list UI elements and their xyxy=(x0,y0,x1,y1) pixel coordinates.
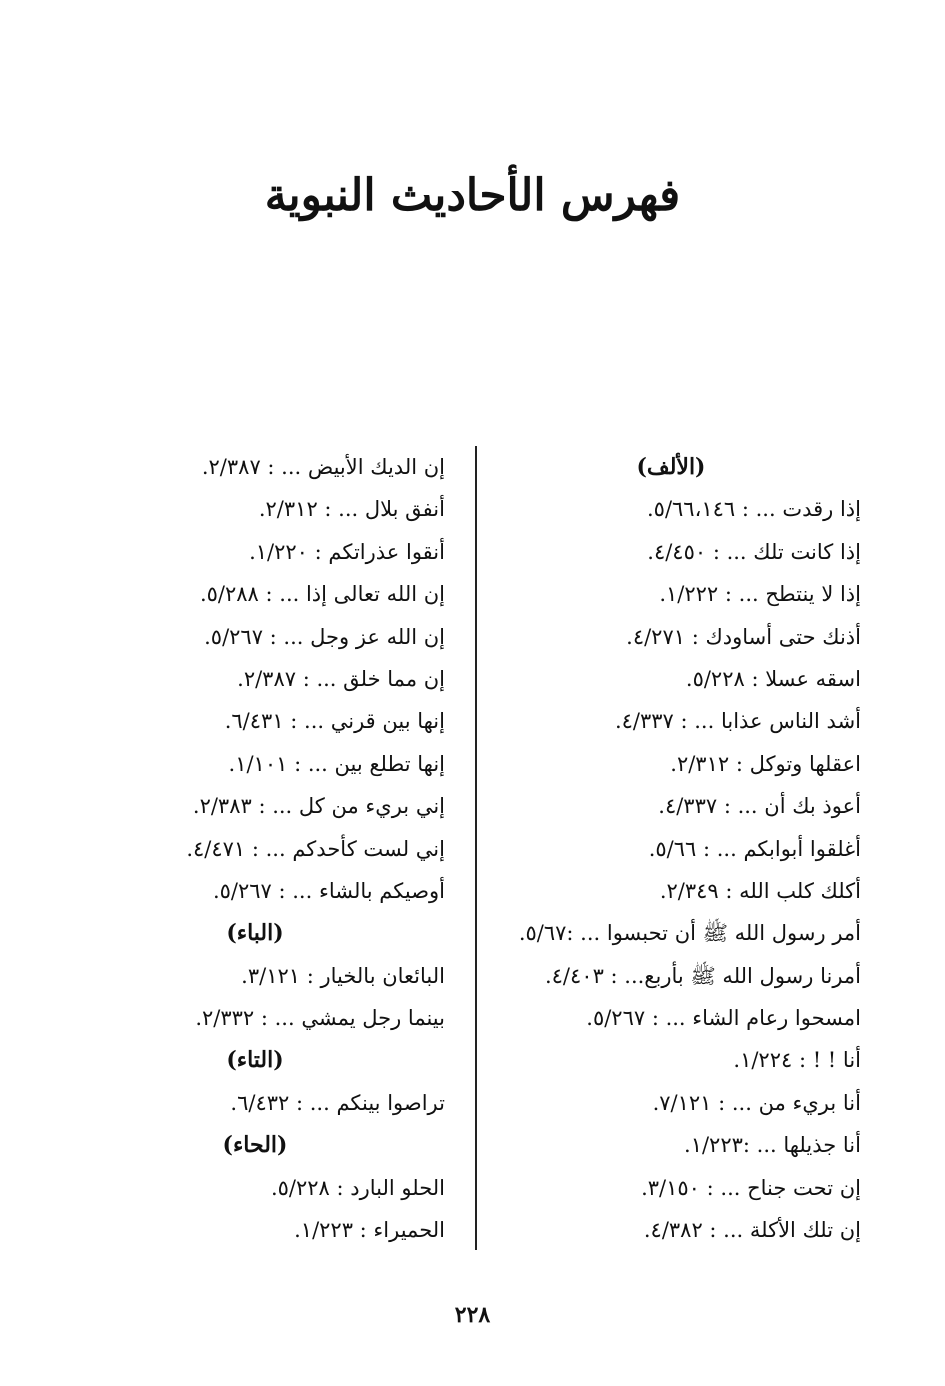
index-entry: أذنك حتى أساودك : ٤/٢٧١. xyxy=(626,624,861,649)
section-heading: (الباء) xyxy=(226,920,284,947)
index-entry: إنها بين قرني ... : ٦/٤٣١. xyxy=(224,709,445,734)
index-entry: اعقلها وتوكل : ٢/٣١٢. xyxy=(670,751,861,776)
page-number: ٢٢٨ xyxy=(454,1302,491,1328)
index-entry: إني بريء من كل ... : ٢/٣٨٣. xyxy=(192,794,445,819)
index-entry: إن مما خلق ... : ٢/٣٨٧. xyxy=(237,666,445,691)
column-divider xyxy=(475,446,477,1250)
index-entry: إن تحت جناح ... : ٣/١٥٠. xyxy=(641,1175,861,1200)
index-entry: أنقوا عذراتكم : ١/٢٢٠. xyxy=(249,539,445,564)
index-entry: إن تلك الأكلة ... : ٤/٣٨٢. xyxy=(643,1218,861,1243)
index-entry: اسقه عسلا : ٥/٢٢٨. xyxy=(685,666,861,691)
index-entry: أمر رسول الله ﷺ أن تحبسوا ... :٥/٦٧. xyxy=(518,921,861,946)
index-entry: إذا كانت تلك ... : ٤/٤٥٠. xyxy=(647,539,861,564)
section-heading: (التاء) xyxy=(226,1047,284,1074)
index-entry: أمرنا رسول الله ﷺ بأربع... : ٤/٤٠٣. xyxy=(544,963,861,988)
index-entry: إذا لا ينتطح ... : ١/٢٢٢. xyxy=(659,582,861,607)
page-title: فهرس الأحاديث النبوية xyxy=(264,170,681,221)
index-entry: إن الله تعالى إذا ... : ٥/٢٨٨. xyxy=(199,582,445,607)
index-entry: أغلقوا أبوابكم ... : ٥/٦٦. xyxy=(648,836,861,861)
index-entry: إنها تطلع بين ... : ١/١٠١. xyxy=(228,751,445,776)
index-entry: تراصوا بينكم ... : ٦/٤٣٢. xyxy=(230,1090,445,1115)
index-entry: أنفق بلال ... : ٢/٣١٢. xyxy=(258,497,445,522)
index-entry: أعوذ بك أن ... : ٤/٣٣٧. xyxy=(658,794,861,819)
index-entry: بينما رجل يمشي ... : ٢/٣٣٢. xyxy=(195,1006,445,1031)
index-column-left xyxy=(115,446,445,1251)
index-entry: أكلك كلب الله : ٢/٣٤٩. xyxy=(659,878,861,903)
index-entry: إني لست كأحدكم ... : ٤/٤٧١. xyxy=(186,836,445,861)
index-entry: الحميراء : ١/٢٢٣. xyxy=(294,1218,445,1243)
index-entry: البائعان بالخيار : ٣/١٢١. xyxy=(241,963,445,988)
index-entry: إن الديك الأبيض ... : ٢/٣٨٧. xyxy=(201,455,445,479)
index-entry: أوصيكم بالشاء ... : ٥/٢٦٧. xyxy=(212,878,445,903)
index-entry: إذا رقدت ... : ٥/٦٦،١٤٦. xyxy=(646,497,861,522)
index-entry: أشد الناس عذابا ... : ٤/٣٣٧. xyxy=(614,709,861,734)
index-entry: أنا جذيلها ... :١/٢٢٣. xyxy=(684,1133,861,1158)
index-entry: إن الله عز وجل ... : ٥/٢٦٧. xyxy=(204,624,445,649)
index-entry: امسحوا رعام الشاء ... : ٥/٢٦٧. xyxy=(586,1006,861,1031)
index-entry: أنا ! ! : ١/٢٢٤. xyxy=(733,1048,861,1073)
index-entry: الحلو البارد : ٥/٢٢٨. xyxy=(270,1175,445,1200)
index-entry: أنا بريء من ... : ٧/١٢١. xyxy=(652,1090,861,1115)
index-column-right xyxy=(481,446,861,1251)
section-heading: (الحاء) xyxy=(222,1132,288,1159)
section-heading: (الألف) xyxy=(636,454,706,480)
